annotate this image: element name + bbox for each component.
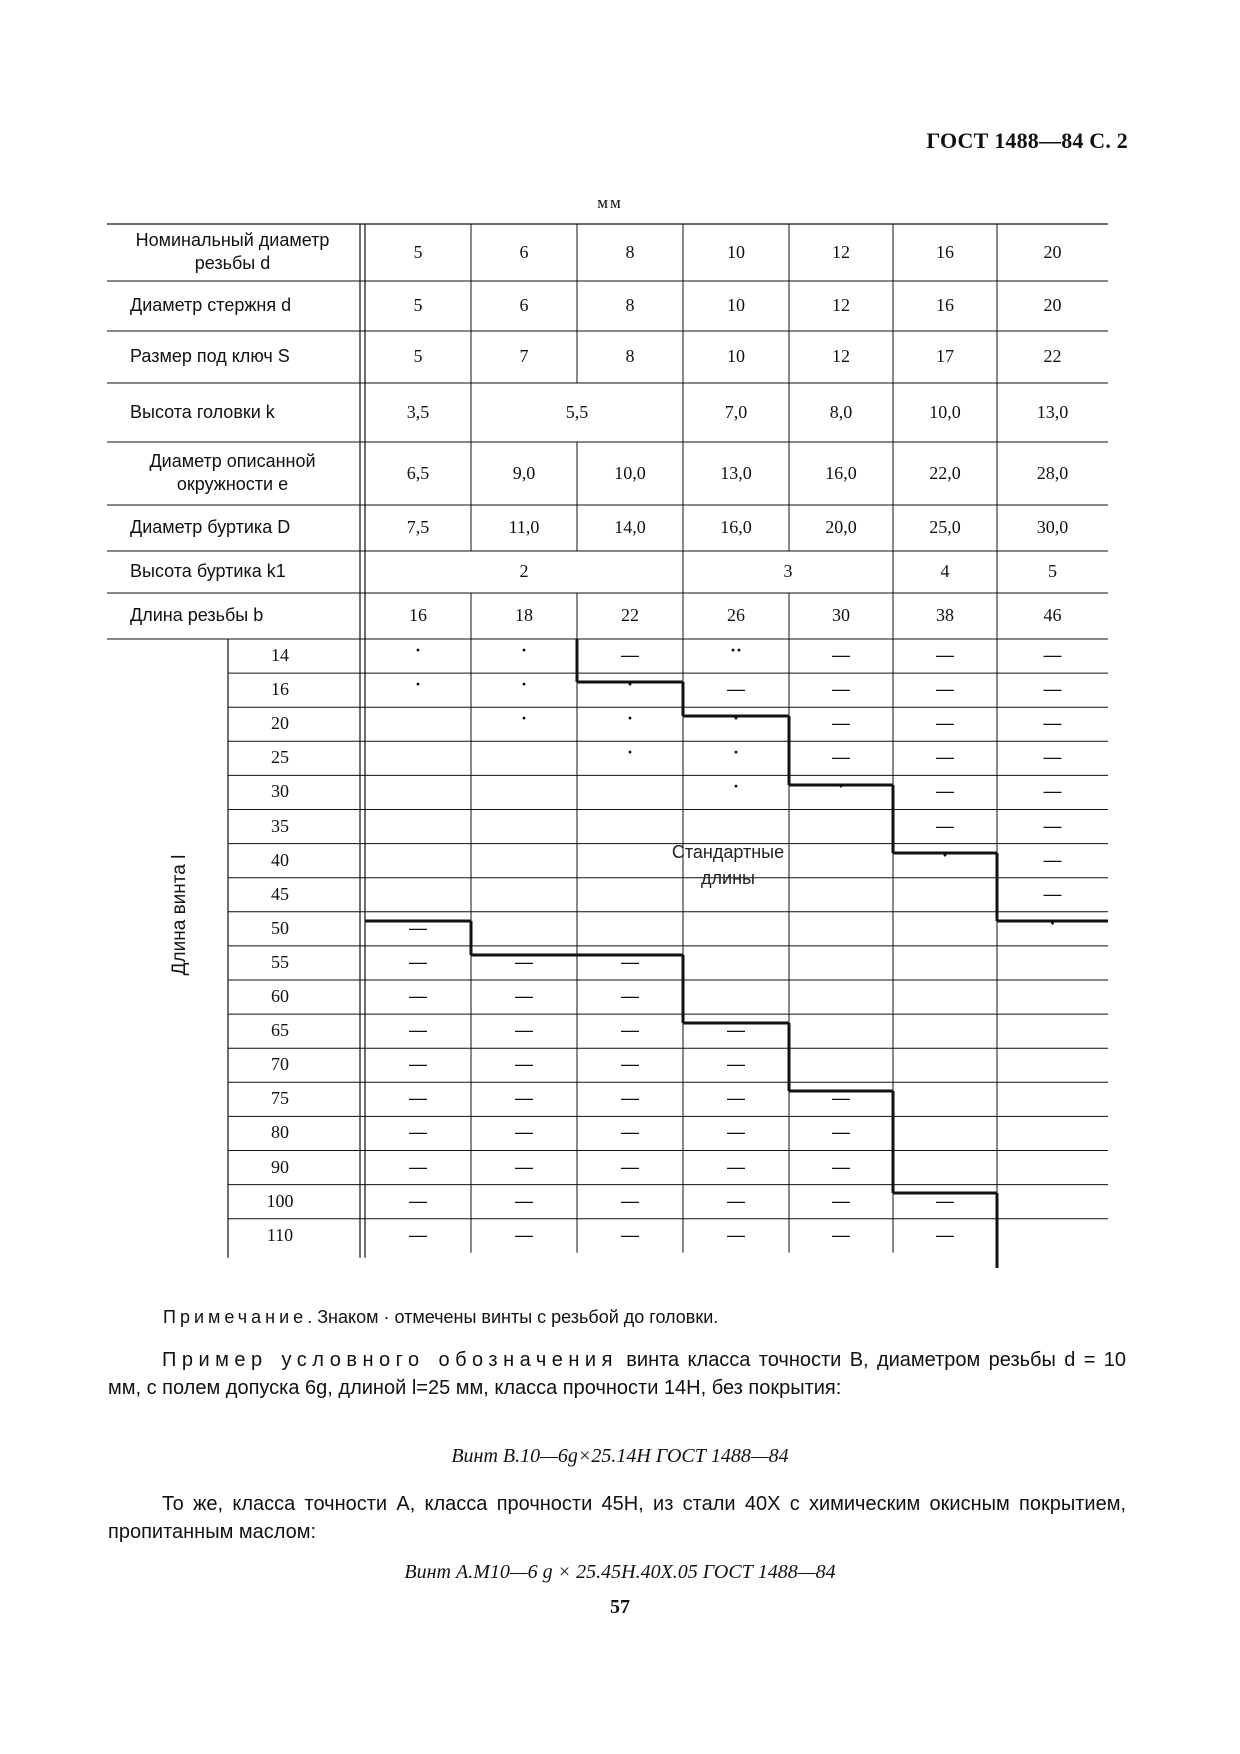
full-thread-mark: · (732, 742, 739, 763)
param-value: 3 (783, 561, 793, 581)
not-available-mark: — (727, 1088, 745, 1109)
not-available-mark: — (936, 747, 954, 768)
not-available-mark: — (515, 1190, 533, 1211)
not-available-mark: — (515, 1224, 533, 1245)
not-available-mark: — (936, 679, 954, 700)
not-available-mark: — (1043, 883, 1062, 904)
param-value: 9,0 (512, 462, 536, 483)
param-value: 22 (1043, 346, 1062, 366)
param-value: 10 (727, 346, 745, 366)
not-available-mark: — (409, 1224, 427, 1245)
param-value: 16,0 (825, 462, 857, 483)
length-value: 25 (271, 747, 289, 768)
param-value: 20 (1043, 241, 1062, 262)
param-value: 8,0 (829, 401, 853, 422)
not-available-mark: — (1043, 679, 1062, 700)
param-label (110, 516, 355, 539)
param-value: 11,0 (508, 517, 540, 537)
not-available-mark: — (936, 1190, 954, 1211)
param-value: 46 (1043, 605, 1062, 625)
full-thread-mark: · (520, 674, 527, 695)
not-available-mark: — (409, 986, 427, 1007)
full-thread-mark: ·· (729, 640, 742, 661)
not-available-mark: — (936, 645, 954, 666)
full-thread-mark: · (520, 708, 527, 729)
length-value: 16 (271, 679, 289, 700)
param-value: 16 (409, 605, 427, 625)
note-heading: Примечание (163, 1307, 308, 1327)
param-value: 10,0 (614, 462, 646, 483)
param-value: 28,0 (1036, 462, 1069, 483)
full-thread-mark: · (414, 674, 421, 695)
param-value: 5,5 (565, 401, 589, 422)
param-value: 13,0 (1036, 401, 1069, 422)
param-value: 16,0 (720, 517, 752, 537)
param-value: 18 (515, 605, 533, 625)
param-value: 22,0 (929, 462, 961, 483)
length-value: 80 (271, 1122, 289, 1143)
param-label-line: Диаметр буртика D (130, 517, 291, 537)
not-available-mark: — (727, 1122, 745, 1143)
not-available-mark: — (727, 1190, 745, 1211)
length-value: 14 (271, 645, 289, 666)
param-value: 30 (832, 605, 850, 625)
param-value: 20 (1043, 295, 1062, 315)
length-value: 70 (271, 1054, 289, 1075)
param-value: 12 (832, 295, 850, 315)
length-value: 65 (271, 1020, 289, 1041)
length-value: 75 (271, 1088, 289, 1109)
second-example-text: То же, класса точности А, класса прочности 45Н, из стали 40Х с химическим окисным покрытием, пропитанным маслом: (108, 1493, 1126, 1543)
not-available-mark: — (832, 747, 850, 768)
full-thread-mark: · (626, 674, 633, 695)
param-value: 4 (940, 561, 950, 581)
not-available-mark: — (409, 951, 427, 972)
param-value: 12 (832, 241, 850, 262)
length-value: 20 (271, 713, 289, 734)
not-available-mark: — (621, 1156, 639, 1177)
standard-lengths-line-2: длины (701, 868, 755, 888)
full-thread-mark: · (520, 640, 527, 661)
not-available-mark: — (515, 1122, 533, 1143)
not-available-mark: — (832, 645, 850, 666)
not-available-mark: — (727, 1020, 745, 1041)
not-available-mark: — (515, 951, 533, 972)
length-value: 110 (266, 1224, 294, 1245)
param-value: 17 (936, 346, 954, 366)
param-value: 5 (413, 241, 423, 262)
param-value: 30,0 (1036, 517, 1069, 537)
not-available-mark: — (515, 1054, 533, 1075)
page-number: 57 (610, 1596, 630, 1618)
length-value: 90 (271, 1156, 289, 1177)
not-available-mark: — (727, 679, 745, 700)
standard-header: ГОСТ 1488—84 С. 2 (926, 128, 1128, 153)
example-paragraph (108, 1346, 1126, 1402)
param-value: 7 (519, 346, 529, 366)
not-available-mark: — (515, 1088, 533, 1109)
full-thread-mark: · (626, 708, 633, 729)
not-available-mark: — (936, 815, 954, 836)
not-available-mark: — (936, 713, 954, 734)
param-value: 20,0 (825, 517, 857, 537)
param-label-line: Высота буртика k1 (130, 561, 286, 581)
param-value: 38 (936, 605, 954, 625)
example-text: винта класса точности В, диаметром резьбы d = 10 мм, с полем допуска 6g, длиной l=25 мм, класса прочности 14Н, без покрытия: (108, 1349, 1126, 1399)
param-label-line: Диаметр стержня d (130, 295, 292, 315)
not-available-mark: — (936, 781, 954, 802)
param-label-line: Высота головки k (130, 401, 275, 422)
param-label-line: резьбы d (194, 252, 271, 273)
length-value: 40 (271, 849, 289, 870)
not-available-mark: — (409, 1088, 427, 1109)
param-label (110, 560, 355, 583)
standard-lengths-label (628, 839, 828, 891)
not-available-mark: — (409, 1122, 427, 1143)
param-value: 2 (519, 561, 529, 581)
full-thread-mark: · (626, 742, 633, 763)
param-value: 22 (621, 605, 639, 625)
param-value: 5 (1048, 561, 1057, 581)
length-value: 35 (271, 815, 289, 836)
param-value: 7,0 (724, 401, 748, 422)
param-value: 10 (727, 295, 745, 315)
not-available-mark: — (832, 1190, 850, 1211)
not-available-mark: — (621, 1190, 639, 1211)
not-available-mark: — (621, 645, 639, 666)
not-available-mark: — (1043, 747, 1062, 768)
param-label-line: Длина резьбы b (130, 605, 264, 625)
not-available-mark: — (409, 1020, 427, 1041)
not-available-mark: — (832, 1224, 850, 1245)
not-available-mark: — (515, 1156, 533, 1177)
param-label-line: окружности e (176, 473, 289, 494)
length-value: 30 (271, 781, 289, 802)
designation-example-2: Винт А.М10—6 g × 25.45Н.40Х.05 ГОСТ 1488—84 (404, 1561, 836, 1583)
param-value: 8 (625, 346, 635, 366)
param-label (110, 229, 355, 275)
param-value: 25,0 (929, 517, 961, 537)
param-value: 6 (519, 241, 529, 262)
param-value: 8 (625, 295, 635, 315)
second-example-paragraph (108, 1490, 1126, 1546)
not-available-mark: — (1043, 849, 1062, 870)
param-value: 6 (519, 295, 529, 315)
param-label (110, 604, 355, 627)
table-note (163, 1307, 718, 1328)
full-thread-mark: · (1049, 912, 1056, 933)
not-available-mark: — (1043, 713, 1062, 734)
not-available-mark: — (1043, 815, 1062, 836)
not-available-mark: — (832, 679, 850, 700)
param-value: 10 (727, 241, 745, 262)
param-value: 7,5 (406, 517, 430, 537)
not-available-mark: — (832, 713, 850, 734)
param-label (110, 345, 355, 368)
param-value: 5 (413, 295, 423, 315)
screw-length-axis-label: Длина винта l (169, 854, 190, 976)
example-heading: Пример условного обозначения (162, 1349, 618, 1371)
not-available-mark: — (621, 986, 639, 1007)
length-value: 100 (266, 1190, 294, 1211)
not-available-mark: — (409, 1156, 427, 1177)
length-value: 55 (271, 951, 289, 972)
not-available-mark: — (621, 1020, 639, 1041)
param-label-line: Размер под ключ S (130, 346, 290, 366)
not-available-mark: — (409, 1190, 427, 1211)
not-available-mark: — (409, 1054, 427, 1075)
full-thread-mark: · (732, 708, 739, 729)
param-label-line: Номинальный диаметр (135, 229, 330, 250)
not-available-mark: — (621, 1088, 639, 1109)
param-value: 14,0 (614, 517, 646, 537)
not-available-mark: — (621, 951, 639, 972)
not-available-mark: — (1043, 781, 1062, 802)
param-value: 8 (625, 241, 635, 262)
length-value: 60 (271, 986, 289, 1007)
param-label (110, 294, 355, 317)
not-available-mark: — (621, 1122, 639, 1143)
param-value: 26 (727, 605, 745, 625)
param-value: 12 (832, 346, 850, 366)
not-available-mark: — (409, 917, 427, 938)
param-value: 3,5 (406, 401, 430, 422)
not-available-mark: — (936, 1224, 954, 1245)
param-value: 16 (936, 241, 954, 262)
length-value: 45 (271, 883, 289, 904)
param-value: 13,0 (720, 462, 752, 483)
param-value: 5 (413, 346, 423, 366)
full-thread-mark: · (837, 776, 844, 797)
full-thread-mark: · (732, 776, 739, 797)
standard-lengths-line-1: Стандартные (671, 842, 785, 862)
not-available-mark: — (621, 1224, 639, 1245)
unit-label: мм (597, 193, 623, 212)
not-available-mark: — (1043, 645, 1062, 666)
not-available-mark: — (515, 986, 533, 1007)
not-available-mark: — (727, 1224, 745, 1245)
not-available-mark: — (832, 1088, 850, 1109)
param-value: 16 (936, 295, 954, 315)
note-text: . Знаком · отмечены винты с резьбой до головки. (307, 1307, 719, 1327)
not-available-mark: — (515, 1020, 533, 1041)
param-label (110, 401, 355, 424)
param-value: 10,0 (929, 401, 961, 422)
not-available-mark: — (727, 1054, 745, 1075)
not-available-mark: — (832, 1122, 850, 1143)
not-available-mark: — (727, 1156, 745, 1177)
full-thread-mark: · (941, 844, 948, 865)
full-thread-mark: · (414, 640, 421, 661)
designation-example-1: Винт В.10—6g×25.14Н ГОСТ 1488—84 (451, 1445, 789, 1467)
not-available-mark: — (832, 1156, 850, 1177)
length-value: 50 (271, 917, 289, 938)
not-available-mark: — (621, 1054, 639, 1075)
param-label-line: Диаметр описанной (149, 450, 316, 471)
param-label (110, 450, 355, 496)
param-value: 6,5 (406, 462, 430, 483)
